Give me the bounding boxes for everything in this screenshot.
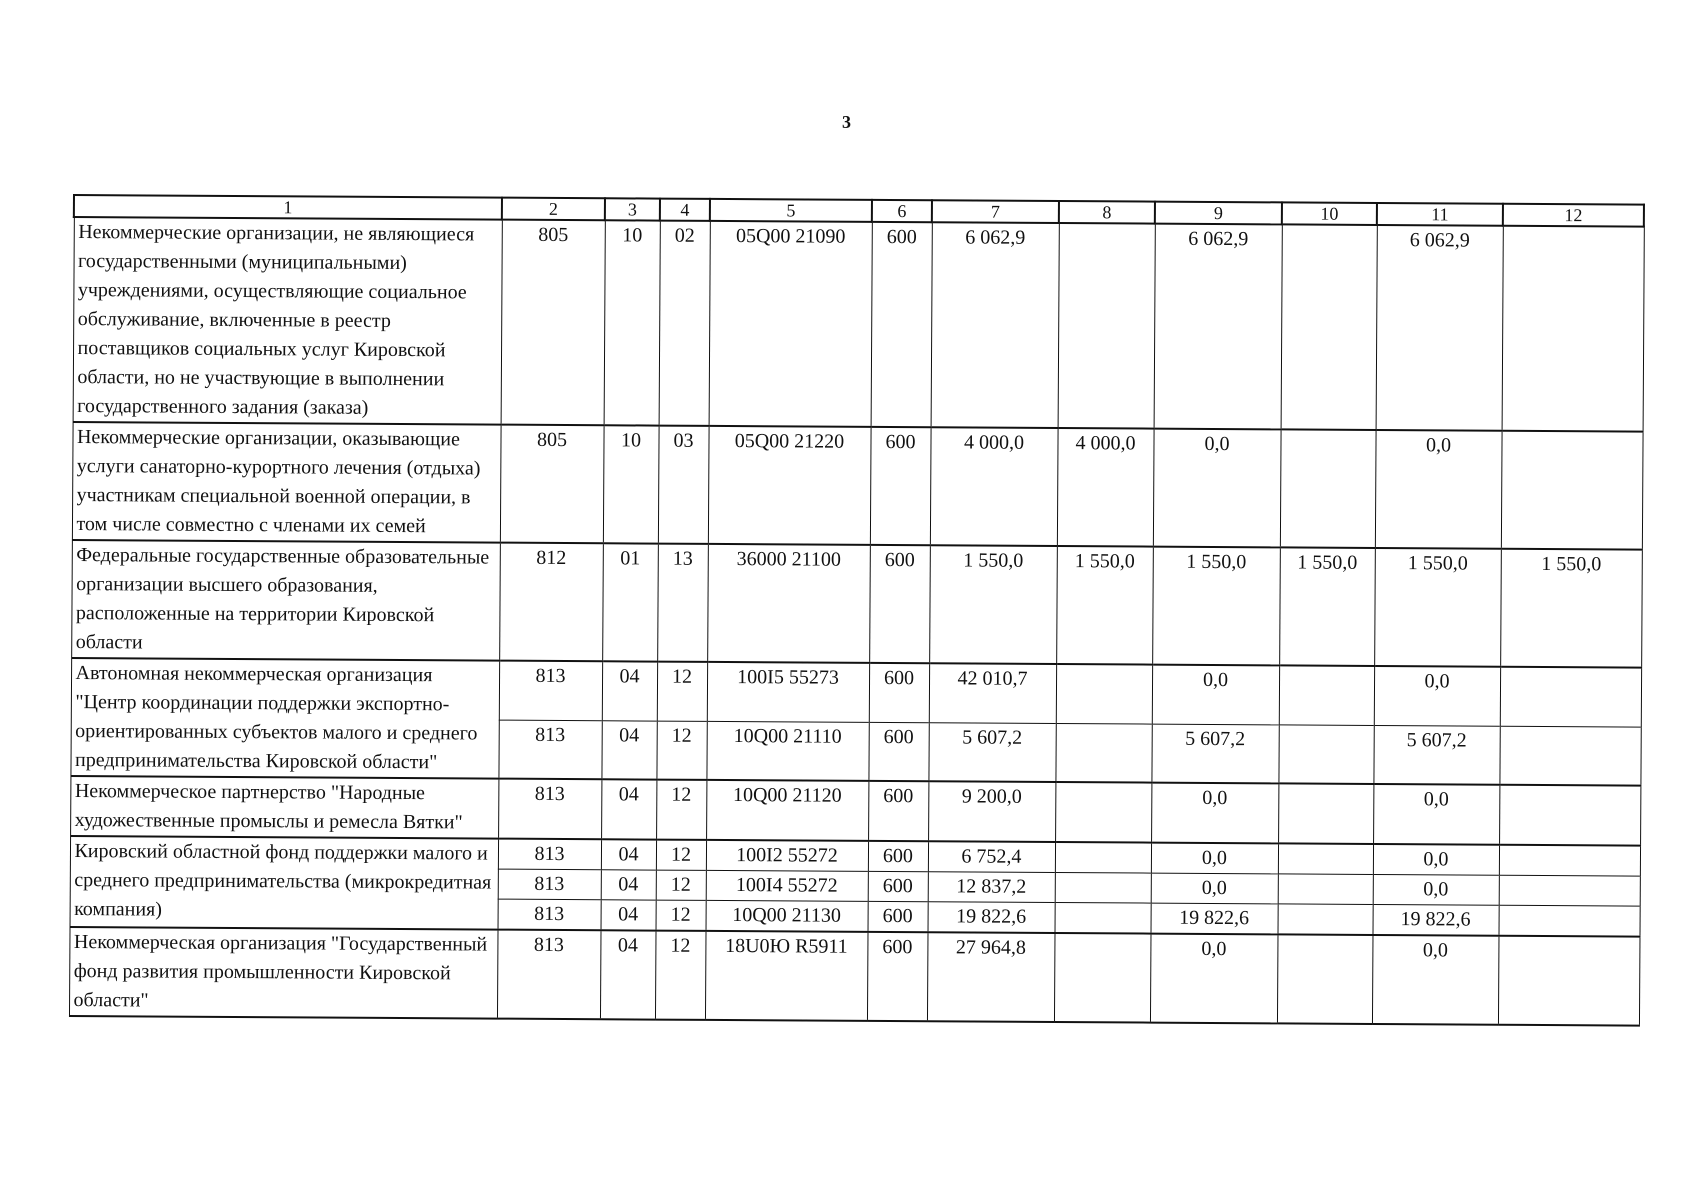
table-cell-col-4: 12 xyxy=(656,870,706,900)
table-row xyxy=(70,776,1640,846)
table-cell-col-9: 0,0 xyxy=(1150,934,1278,1024)
organization-name: Федеральные государственные образовательные организации высшего образования, расположенные на территории Кировской области xyxy=(71,540,500,661)
table-cell-col-7: 1 550,0 xyxy=(929,545,1057,664)
table-cell-col-11: 1 550,0 xyxy=(1374,548,1501,667)
column-header: 9 xyxy=(1155,202,1282,225)
table-cell-col-7: 9 200,0 xyxy=(928,781,1055,842)
organization-name: Некоммерческая организация "Государственный фонд развития промышленности Кировской области" xyxy=(69,927,498,1019)
table-cell-col-9: 19 822,6 xyxy=(1151,903,1278,934)
table-cell-col-5: 100I2 55272 xyxy=(706,840,868,871)
column-header: 7 xyxy=(932,200,1059,223)
table-cell-col-4: 12 xyxy=(656,721,706,780)
table-cell-col-5: 10Q00 21110 xyxy=(706,721,868,781)
table-cell-col-6: 600 xyxy=(868,841,928,872)
table-cell-col-5: 100I5 55273 xyxy=(707,662,869,722)
table-cell-col-8 xyxy=(1055,903,1151,934)
table-cell-col-7: 12 837,2 xyxy=(928,872,1055,903)
table-cell-col-7: 5 607,2 xyxy=(928,722,1055,782)
column-header: 10 xyxy=(1282,202,1377,225)
table-cell-col-6: 600 xyxy=(870,427,931,545)
table-cell-col-4: 12 xyxy=(655,931,706,1020)
table-cell-col-11: 0,0 xyxy=(1375,430,1502,549)
table-cell-col-4: 12 xyxy=(656,900,706,931)
table-cell-col-11: 6 062,9 xyxy=(1376,225,1503,431)
table-cell-col-12: 1 550,0 xyxy=(1500,549,1642,668)
table-cell-col-7: 19 822,6 xyxy=(928,902,1055,933)
table-cell-col-11: 0,0 xyxy=(1374,666,1500,726)
table-cell-col-10: 1 550,0 xyxy=(1279,547,1375,666)
table-row xyxy=(69,927,1640,1026)
page-number: 3 xyxy=(842,112,851,132)
table-cell-col-3: 04 xyxy=(601,779,656,839)
table-cell-col-12 xyxy=(1498,936,1640,1026)
table-cell-col-6: 600 xyxy=(868,901,928,932)
table-cell-col-4: 13 xyxy=(657,544,708,662)
table-cell-col-2: 805 xyxy=(500,425,604,544)
table-cell-col-4: 02 xyxy=(659,221,710,426)
table-cell-col-6: 600 xyxy=(871,222,932,427)
table-cell-col-2: 813 xyxy=(498,869,601,900)
table-cell-col-4: 12 xyxy=(656,780,706,840)
table-row xyxy=(71,540,1642,668)
table-cell-col-2: 812 xyxy=(499,543,603,662)
table-cell-col-7: 42 010,7 xyxy=(929,663,1056,723)
table-cell-col-12 xyxy=(1499,785,1640,846)
table-cell-col-8 xyxy=(1055,723,1151,783)
table-cell-col-9: 6 062,9 xyxy=(1154,224,1282,430)
table-cell-col-5: 05Q00 21090 xyxy=(709,221,872,427)
table-cell-col-12 xyxy=(1501,431,1643,550)
organization-name: Автономная некоммерческая организация "Центр координации поддержки экспортно-ориентированных субъектов малого и среднего предпринимательства Кировской области" xyxy=(70,658,499,779)
table-cell-col-2: 813 xyxy=(499,661,602,721)
table-cell-col-9: 0,0 xyxy=(1151,843,1278,874)
table-cell-col-3: 04 xyxy=(602,661,657,720)
table-cell-col-10 xyxy=(1280,429,1376,548)
column-header: 12 xyxy=(1503,204,1644,227)
table-cell-col-6: 600 xyxy=(867,932,928,1021)
table-cell-col-5: 36000 21100 xyxy=(707,544,870,663)
table-cell-col-11: 0,0 xyxy=(1373,844,1499,875)
table-cell-col-2: 813 xyxy=(498,720,601,780)
table-cell-col-10 xyxy=(1278,783,1373,844)
table-cell-col-5: 10Q00 21120 xyxy=(706,780,868,841)
table-cell-col-8 xyxy=(1055,782,1151,843)
organization-name: Некоммерческие организации, оказывающие услуги санаторно-курортного лечения (отдыха) участникам специальной военной операции, в том числе совместно с членами их семей xyxy=(72,422,501,543)
column-header: 1 xyxy=(74,195,502,220)
table-row xyxy=(72,422,1643,550)
column-header: 2 xyxy=(502,198,605,221)
table-cell-col-4: 12 xyxy=(657,662,707,721)
column-header: 8 xyxy=(1059,201,1155,224)
table-cell-col-7: 6 062,9 xyxy=(931,222,1059,428)
table-cell-col-10 xyxy=(1279,665,1374,725)
table-cell-col-3: 04 xyxy=(601,839,656,870)
table-cell-col-3: 04 xyxy=(601,720,656,779)
table-cell-col-3: 10 xyxy=(603,425,659,543)
table-cell-col-5: 18U0Ю R5911 xyxy=(705,931,868,1021)
table-cell-col-12 xyxy=(1499,875,1640,906)
table-cell-col-5: 10Q00 21130 xyxy=(706,900,868,931)
table-cell-col-9: 1 550,0 xyxy=(1152,547,1280,666)
table-cell-col-10 xyxy=(1278,724,1373,784)
table-cell-col-9: 5 607,2 xyxy=(1151,724,1278,784)
column-header: 3 xyxy=(605,198,660,220)
organization-name: Некоммерческие организации, не являющиеся государственными (муниципальными) учреждениями, осуществляющие социальное обслуживание, включенные в реестр поставщиков социальных услуг Кировской области, но не участвующие в выполнении государственного задания (заказа) xyxy=(73,217,502,425)
table-cell-col-9: 0,0 xyxy=(1151,783,1278,844)
table-cell-col-4: 03 xyxy=(658,426,709,544)
table-cell-col-8 xyxy=(1055,842,1151,873)
table-cell-col-7: 6 752,4 xyxy=(928,841,1055,872)
table-cell-col-11: 0,0 xyxy=(1373,784,1499,845)
table-cell-col-8 xyxy=(1054,933,1151,1023)
table-cell-col-12 xyxy=(1500,667,1641,727)
table-cell-col-3: 04 xyxy=(601,900,656,931)
table-cell-col-5: 100I4 55272 xyxy=(706,870,868,901)
table-cell-col-2: 813 xyxy=(498,779,601,840)
table-cell-col-3: 01 xyxy=(602,543,658,661)
table-cell-col-11: 0,0 xyxy=(1373,874,1499,905)
table-cell-col-2: 813 xyxy=(498,899,601,930)
table-cell-col-8 xyxy=(1055,873,1151,904)
table-cell-col-12 xyxy=(1499,726,1640,786)
table-cell-col-10 xyxy=(1278,843,1373,874)
table-cell-col-10 xyxy=(1277,934,1373,1024)
table-cell-col-5: 05Q00 21220 xyxy=(708,426,871,545)
table-cell-col-12 xyxy=(1502,226,1644,432)
table-cell-col-11: 19 822,6 xyxy=(1372,904,1498,935)
table-cell-col-11: 5 607,2 xyxy=(1373,725,1499,785)
organization-name: Некоммерческое партнерство "Народные художественные промыслы и ремесла Вятки" xyxy=(70,776,498,839)
table-cell-col-6: 600 xyxy=(868,871,928,901)
budget-table xyxy=(68,194,1645,1027)
table-cell-col-10 xyxy=(1277,904,1372,935)
table-cell-col-6: 600 xyxy=(868,722,928,781)
table-cell-col-4: 12 xyxy=(656,840,706,871)
table-cell-col-9: 0,0 xyxy=(1151,873,1278,904)
table-cell-col-3: 10 xyxy=(604,220,660,425)
column-header: 4 xyxy=(660,199,710,221)
table-cell-col-10 xyxy=(1281,224,1377,430)
table-row xyxy=(71,658,1641,727)
table-cell-col-2: 813 xyxy=(498,839,601,870)
table-body xyxy=(69,217,1644,1026)
table-cell-col-9: 0,0 xyxy=(1152,665,1279,725)
column-header: 11 xyxy=(1377,203,1503,226)
table-cell-col-7: 27 964,8 xyxy=(927,932,1055,1022)
table-cell-col-12 xyxy=(1499,845,1640,876)
table-cell-col-6: 600 xyxy=(869,663,929,722)
table-cell-col-8 xyxy=(1056,664,1152,724)
table-cell-col-7: 4 000,0 xyxy=(930,427,1058,546)
table-cell-col-2: 813 xyxy=(497,930,601,1020)
table-cell-col-12 xyxy=(1498,905,1639,936)
column-header: 5 xyxy=(710,199,872,222)
table-cell-col-3: 04 xyxy=(600,930,656,1019)
table-cell-col-9: 0,0 xyxy=(1153,429,1281,548)
table-cell-col-11: 0,0 xyxy=(1372,935,1499,1025)
table-cell-col-8: 1 550,0 xyxy=(1056,546,1153,665)
table-cell-col-6: 600 xyxy=(869,545,930,663)
table-cell-col-6: 600 xyxy=(868,781,928,841)
table-cell-col-2: 805 xyxy=(501,220,605,426)
organization-name: Кировский областной фонд поддержки малого и среднего предпринимательства (микрокредитная компания) xyxy=(70,836,499,930)
table-cell-col-3: 04 xyxy=(601,870,656,900)
table-cell-col-8 xyxy=(1058,223,1155,429)
table-cell-col-8: 4 000,0 xyxy=(1057,428,1154,547)
table-cell-col-10 xyxy=(1278,874,1373,905)
column-header: 6 xyxy=(872,200,932,222)
table-row xyxy=(73,217,1644,432)
